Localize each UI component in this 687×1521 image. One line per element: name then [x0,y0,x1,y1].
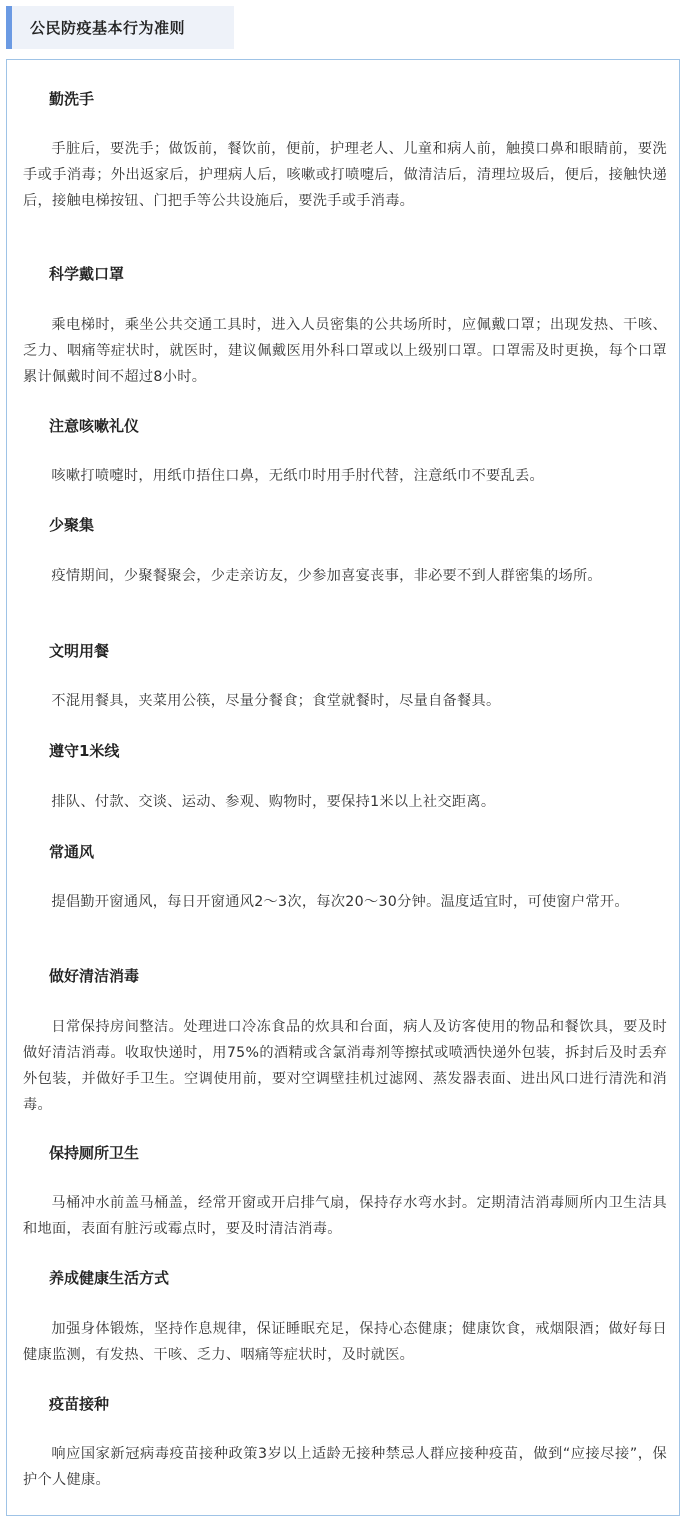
section-text: 排队、付款、交谈、运动、参观、购物时，要保持1米以上社交距离。 [51,794,496,810]
section-heading: 科学戴口罩 [49,265,125,283]
section-text: 响应国家新冠病毒疫苗接种政策3岁以上适龄无接种禁忌人群应接种疫苗，做到“应接尽接”，保护个人健康。 [23,1446,667,1488]
section-text: 日常保持房间整洁。处理进口冷冻食品的炊具和台面，病人及访客使用的物品和餐饮具，要及时做好清洁消毒。收取快递时，用75%的酒精或含氯消毒剂等擦拭或喷洒快递外包装，拆封后及时丢弃外包装，并做好手卫生。空调使用前，要对空调壁挂机过滤网、蒸发器表面、进出风口进行清洗和消毒。 [23,1019,667,1113]
title-bar [6,6,234,49]
section-heading: 少聚集 [49,516,95,534]
section-text: 提倡勤开窗通风，每日开窗通风2～3次，每次20～30分钟。温度适宜时，可使窗户常开。 [51,894,629,910]
section-heading: 养成健康生活方式 [49,1269,170,1287]
page-title: 公民防疫基本行为准则 [30,19,186,37]
section-text: 不混用餐具，夹菜用公筷，尽量分餐食；食堂就餐时，尽量自备餐具。 [51,693,501,709]
section-heading: 遵守1米线 [49,742,120,760]
section-heading: 保持厕所卫生 [49,1144,140,1162]
section-text: 疫情期间，少聚餐聚会，少走亲访友，少参加喜宴丧事，非必要不到人群密集的场所。 [51,568,602,584]
section-text: 咳嗽打喷嚏时，用纸巾捂住口鼻，无纸巾时用手肘代替，注意纸巾不要乱丢。 [51,468,544,484]
section-text: 加强身体锻炼，坚持作息规律，保证睡眠充足，保持心态健康；健康饮食，戒烟限酒；做好每日健康监测，有发热、干咳、乏力、咽痛等症状时，及时就医。 [23,1321,667,1363]
section-text: 马桶冲水前盖马桶盖，经常开窗或开启排气扇，保持存水弯水封。定期清洁消毒厕所内卫生洁具和地面，表面有脏污或霉点时，要及时清洁消毒。 [23,1195,667,1237]
section-heading: 常通风 [49,843,95,861]
section-heading: 疫苗接种 [49,1395,110,1413]
section-heading: 注意咳嗽礼仪 [49,417,140,435]
section-text: 乘电梯时，乘坐公共交通工具时，进入人员密集的公共场所时，应佩戴口罩；出现发热、干咳、乏力、咽痛等症状时，就医时，建议佩戴医用外科口罩或以上级别口罩。口罩需及时更换，每个口罩累计佩戴时间不超过8小时。 [23,317,667,385]
section-text: 手脏后，要洗手；做饭前，餐饮前，便前，护理老人、儿童和病人前，触摸口鼻和眼睛前，要洗手或手消毒；外出返家后，护理病人后，咳嗽或打喷嚏后，做清洁后，清理垃圾后，便后，接触快递后，接触电梯按钮、门把手等公共设施后，要洗手或手消毒。 [23,141,667,209]
title-accent-bar [6,6,12,49]
content-box [6,59,680,1516]
section-heading: 文明用餐 [49,642,110,660]
section-heading: 做好清洁消毒 [49,967,140,985]
section-heading: 勤洗手 [49,90,95,108]
